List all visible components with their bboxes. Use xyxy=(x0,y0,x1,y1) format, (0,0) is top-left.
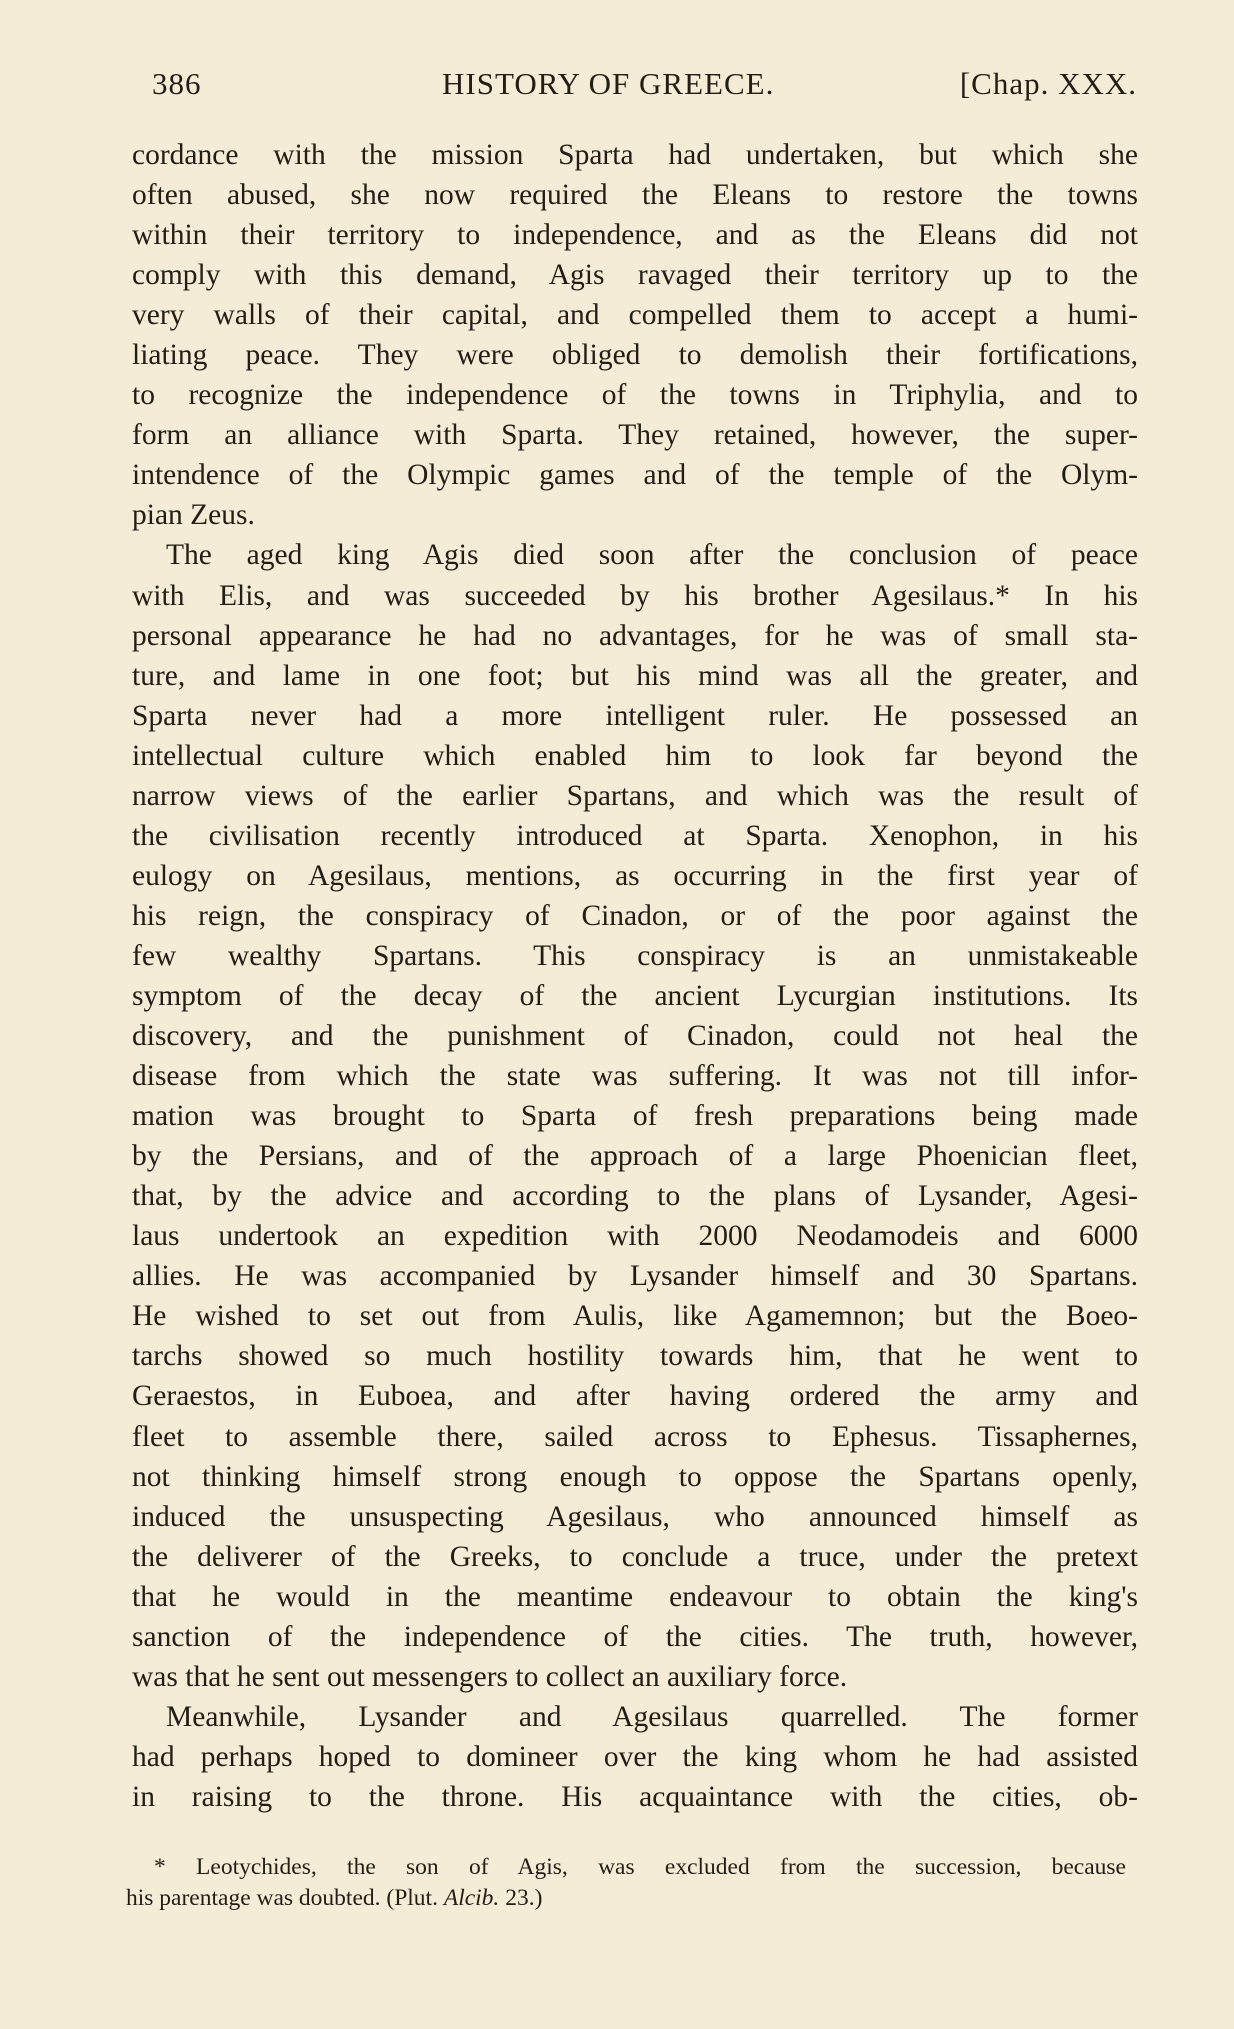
running-title: HISTORY OF GREECE. xyxy=(442,66,775,101)
text-line: comply with this demand, Agis ravaged their territory up to the xyxy=(132,259,1138,292)
text-line: Geraestos, in Euboea, and after having ordered the army and xyxy=(132,1380,1138,1413)
text-line: his reign, the conspiracy of Cinadon, or of the poor against the xyxy=(132,899,1138,932)
paragraph-first-line: Meanwhile, Lysander and Agesilaus quarrelled. The former xyxy=(166,1700,1138,1733)
text-line: few wealthy Spartans. This conspiracy is an unmistakeable xyxy=(132,939,1138,972)
text-line: very walls of their capital, and compelled them to accept a humi- xyxy=(132,299,1138,332)
text-line: Sparta never had a more intelligent ruler. He possessed an xyxy=(132,699,1138,732)
text-line: tarchs showed so much hostility towards him, that he went to xyxy=(132,1340,1138,1373)
footnote-text: his parentage was doubted. (Plut. xyxy=(126,1885,444,1911)
text-line: mation was brought to Sparta of fresh preparations being made xyxy=(132,1100,1138,1133)
text-line: that, by the advice and according to the plans of Lysander, Agesi- xyxy=(132,1180,1138,1213)
text-line: to recognize the independence of the towns in Triphylia, and to xyxy=(132,379,1138,412)
running-header xyxy=(152,66,1137,110)
body-text xyxy=(132,135,1138,1817)
text-line: liating peace. They were obliged to demolish their fortifications, xyxy=(132,339,1138,372)
text-line: intellectual culture which enabled him to look far beyond the xyxy=(132,739,1138,772)
text-line: often abused, she now required the Eleans to restore the towns xyxy=(132,179,1138,212)
text-line: sanction of the independence of the cities. The truth, however, xyxy=(132,1620,1138,1653)
text-line: narrow views of the earlier Spartans, and which was the result of xyxy=(132,779,1138,812)
text-line: cordance with the mission Sparta had undertaken, but which she xyxy=(132,139,1138,171)
text-line: ture, and lame in one foot; but his mind was all the greater, and xyxy=(132,659,1138,692)
text-line: the deliverer of the Greeks, to conclude a truce, under the pretext xyxy=(132,1540,1138,1573)
footnote xyxy=(126,1852,1126,1914)
text-line: fleet to assemble there, sailed across to Ephesus. Tissaphernes, xyxy=(132,1420,1138,1453)
text-line: form an alliance with Sparta. They retained, however, the super- xyxy=(132,419,1138,452)
text-line: symptom of the decay of the ancient Lycurgian institutions. Its xyxy=(132,979,1138,1012)
text-line: the civilisation recently introduced at Sparta. Xenophon, in his xyxy=(132,819,1138,852)
text-line: with Elis, and was succeeded by his brother Agesilaus.* In his xyxy=(132,579,1138,612)
text-line: He wished to set out from Aulis, like Agamemnon; but the Boeo- xyxy=(132,1300,1138,1333)
text-line: pian Zeus. xyxy=(132,499,255,532)
text-line: by the Persians, and of the approach of a large Phoenician fleet, xyxy=(132,1140,1138,1173)
text-line: personal appearance he had no advantages, for he was of small sta- xyxy=(132,619,1138,652)
chapter-label: [Chap. XXX. xyxy=(959,66,1137,101)
text-line: not thinking himself strong enough to oppose the Spartans openly, xyxy=(132,1460,1138,1493)
text-line: laus undertook an expedition with 2000 Neodamodeis and 6000 xyxy=(132,1220,1138,1253)
footnote-citation-ref: 23.) xyxy=(499,1885,543,1911)
paragraph-first-line: The aged king Agis died soon after the conclusion of peace xyxy=(166,539,1138,572)
text-line: disease from which the state was suffering. It was not till infor- xyxy=(132,1060,1138,1093)
text-line: induced the unsuspecting Agesilaus, who announced himself as xyxy=(132,1500,1138,1533)
text-line: was that he sent out messengers to collect an auxiliary force. xyxy=(132,1660,848,1693)
footnote-citation-title: Alcib. xyxy=(443,1885,500,1911)
text-line: within their territory to independence, and as the Eleans did not xyxy=(132,219,1138,252)
page-number: 386 xyxy=(152,66,202,101)
text-line: in raising to the throne. His acquaintance with the cities, ob- xyxy=(132,1780,1138,1813)
text-line: allies. He was accompanied by Lysander himself and 30 Spartans. xyxy=(132,1260,1138,1293)
text-line: discovery, and the punishment of Cinadon, could not heal the xyxy=(132,1020,1138,1053)
text-line: eulogy on Agesilaus, mentions, as occurring in the first year of xyxy=(132,859,1138,892)
text-line: had perhaps hoped to domineer over the king whom he had assisted xyxy=(132,1740,1138,1773)
text-line: that he would in the meantime endeavour to obtain the king's xyxy=(132,1580,1138,1613)
text-line: intendence of the Olympic games and of the temple of the Olym- xyxy=(132,459,1138,492)
footnote-line: * Leotychides, the son of Agis, was excluded from the succession, because xyxy=(154,1854,1126,1880)
footnote-line xyxy=(126,1883,1126,1914)
